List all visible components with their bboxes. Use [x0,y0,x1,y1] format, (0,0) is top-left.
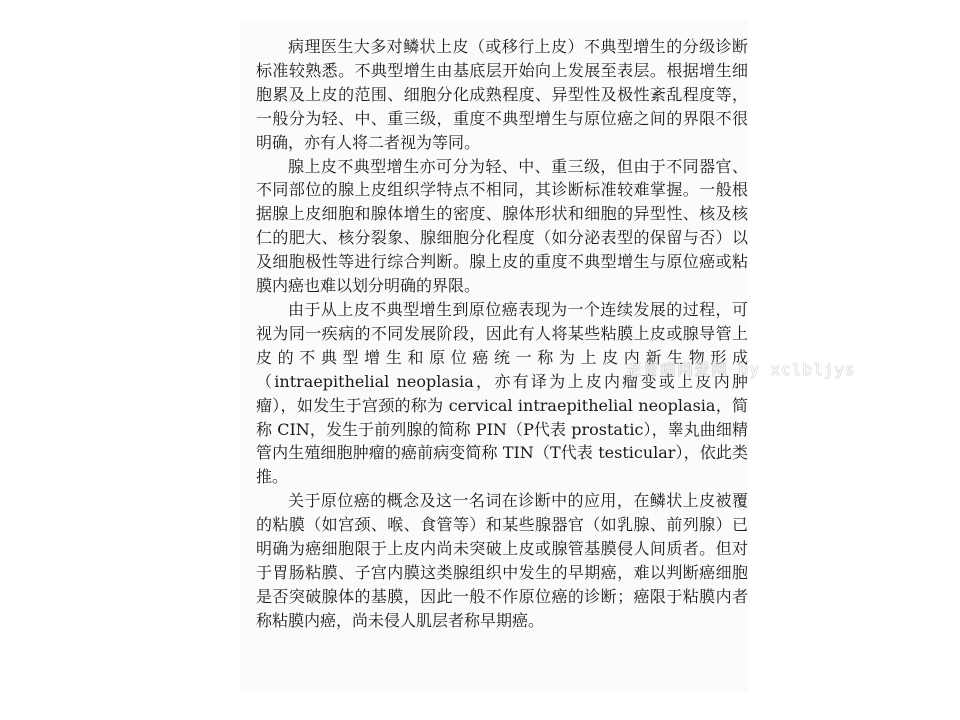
paragraph-4: 关于原位癌的概念及这一名词在诊断中的应用，在鳞状上皮被覆的粘膜（如宫颈、喉、食管等）和某些腺器官（如乳腺、前列腺）已明确为癌细胞限于上皮内尚未突破上皮或腺管基膜侵人间质者。但对于胃肠粘膜、子宫内膜这类腺组织中发生的早期癌，难以判断癌细胞是否突破腺体的基膜，因此一般不作原位癌的诊断；癌限于粘膜内者称粘膜内癌，尚未侵人肌层者称早期癌。 [256,491,748,630]
watermark: 老胃病网爱网 by xclbljys [626,360,856,379]
paragraph-1: 病理医生大多对鳞状上皮（或移行上皮）不典型增生的分级诊断标准较熟悉。不典型增生由基底层开始向上发展至表层。根据增生细胞累及上皮的范围、细胞分化成熟程度、异型性及极性紊乱程度等，一般分为轻、中、重三级，重度不典型增生与原位癌之间的界限不很明确，亦有人将二者视为等同。 [256,37,748,152]
paragraph-3: 由于从上皮不典型增生到原位癌表现为一个连续发展的过程，可视为同一疾病的不同发展阶段，因此有人将某些粘膜上皮或腺导管上皮的不典型增生和原位癌统一称为上皮内新生物形成（intraepithelial neoplasia，亦有译为上皮内瘤变或上皮内肿瘤），如发生于宫颈的称为 cervical intraepithelial neoplasia，简称 CIN，发生于前列腺的简称 PIN（P代表 prostatic），睾丸曲细精管内生殖细胞肿瘤的癌前病变简称 TIN（T代表 testicular），依此类推。 [256,299,748,487]
document-body [256,35,748,633]
paragraph-2: 腺上皮不典型增生亦可分为轻、中、重三级，但由于不同器官、不同部位的腺上皮组织学特点不相同，其诊断标准较难掌握。一般根据腺上皮细胞和腺体增生的密度、腺体形状和细胞的异型性、核及核仁的肥大、核分裂象、腺细胞分化程度（如分泌表型的保留与否）以及细胞极性等进行综合判断。腺上皮的重度不典型增生与原位癌或粘膜内癌也难以划分明确的界限。 [256,156,748,296]
